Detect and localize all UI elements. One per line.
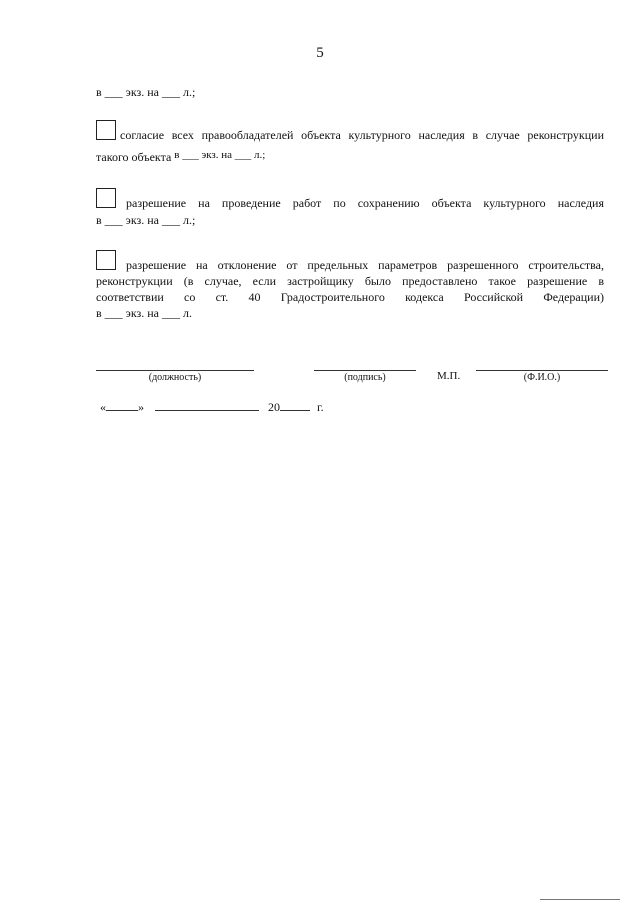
preservation-permit-copies: в ___ экз. на ___ л.; (96, 213, 196, 227)
stamp-label: М.П. (437, 370, 461, 382)
deviation-permit-copies: в ___ экз. на ___ л. (96, 306, 192, 320)
consent-copies: в ___ экз. на ___ л.; (174, 149, 266, 161)
year-suffix: г. (317, 400, 324, 414)
month-blank[interactable] (155, 399, 259, 411)
deviation-permit-checkbox[interactable] (96, 250, 116, 270)
name-caption: (Ф.И.О.) (523, 372, 561, 383)
year-blank[interactable] (280, 399, 310, 411)
consent-object-label: такого объекта (96, 150, 172, 164)
deviation-permit-line1: разрешение на отклонение от предельных параметров разрешенного строительства, (126, 258, 604, 272)
position-caption: (должность) (148, 372, 202, 383)
signature-caption: (подпись) (344, 372, 386, 383)
consent-text-line1: согласие всех правообладателей объекта культурного наследия в случае реконструкции (120, 128, 604, 142)
name-line (476, 370, 608, 371)
day-blank[interactable] (106, 399, 138, 411)
consent-checkbox[interactable] (96, 120, 116, 140)
consent-text-line2 (96, 150, 265, 165)
position-line (96, 370, 254, 371)
date-close-quote: » (138, 400, 144, 414)
signature-line (314, 370, 416, 371)
date-row (100, 399, 324, 415)
deviation-permit-line3: соответствии со ст. 40 Градостроительного кодекса Российской Федерации) (96, 290, 604, 304)
preservation-permit-line1: разрешение на проведение работ по сохранению объекта культурного наследия (126, 196, 604, 210)
date-open-quote: « (100, 400, 106, 414)
year-prefix: 20 (268, 400, 280, 414)
preservation-permit-checkbox[interactable] (96, 188, 116, 208)
top-copies-line: в ___ экз. на ___ л.; (96, 85, 196, 99)
footer-line (540, 899, 620, 900)
deviation-permit-line2: реконструкции (в случае, если застройщику было предоставлено такое разрешение в (96, 274, 604, 288)
page-number: 5 (316, 45, 324, 61)
